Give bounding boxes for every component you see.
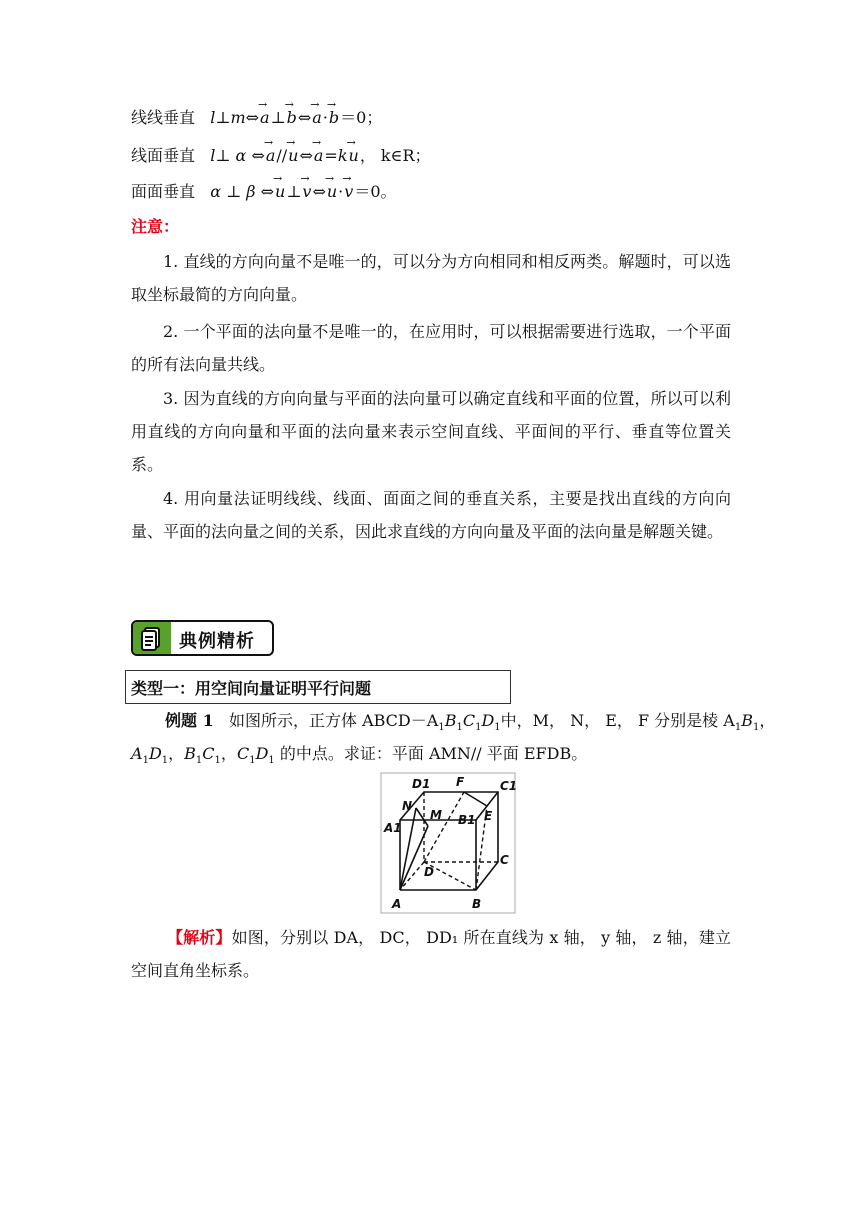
vector-b: → b (328, 106, 340, 130)
example-text-b: 中，M， N， E， F 分别是棱 A (500, 711, 735, 730)
rule-label: 线面垂直 (131, 146, 196, 165)
rule-line-line (131, 106, 382, 130)
note-item-2: 2. 一个平面的法向量不是唯一的，在应用时，可以根据需要进行选取，一个平面的所有法向量共线。 (131, 322, 731, 374)
figure-label: N (402, 799, 413, 813)
figure-label: E (484, 809, 493, 823)
iff-symbol: ⇔ (297, 108, 312, 127)
type-heading: 类型一：用空间向量证明平行问题 (131, 679, 372, 698)
iff-symbol: ⇔ (312, 182, 326, 201)
figure-label: B (472, 897, 482, 911)
parallel-symbol: // (276, 146, 288, 165)
vector-a: → a (311, 106, 323, 130)
solution-text: 如图，分别以 DA， DC， DD₁ 所在直线为 x 轴， y 轴， z 轴，建立空间直角坐标系。 (131, 928, 731, 980)
figure-label: C (500, 853, 509, 867)
example-text-a: 如图所示，正方体 ABCD－A (228, 711, 439, 730)
document-icon (133, 622, 171, 654)
perp-symbol: ⊥ (286, 182, 302, 201)
note-title: 注意： (131, 217, 180, 236)
rule-line-plane (131, 144, 431, 168)
figure-label: A (392, 897, 402, 911)
perp-symbol: ⊥ (270, 108, 286, 127)
vector-b: → b (286, 106, 298, 130)
section-title: 典例精析 (179, 631, 255, 652)
vector-u: → u (287, 144, 299, 168)
figure-label: A1 (384, 821, 402, 835)
example-line-1: 例题 1 如图所示，正方体 $ABCD-A_1B_1C_1D_1$中，M， N， E， F 分别是棱 $A_1B_1$， (165, 711, 776, 734)
figure-label: D (424, 865, 434, 879)
dot-symbol: · (322, 108, 328, 127)
rule-tail: ＝0； (340, 108, 383, 127)
vector-v: → v (301, 180, 312, 204)
rule-formula: α ⊥ β ⇔ (210, 182, 275, 201)
figure-label: D1 (412, 777, 431, 791)
note-item-4: 4. 用向量法证明线线、线面、面面之间的垂直关系，主要是找出直线的方向向量、平面的法向量之间的关系，因此求直线的方向向量及平面的法向量是解题关键。 (131, 489, 731, 541)
rule-plane-plane (131, 180, 397, 204)
note-item-3: 3. 因为直线的方向向量与平面的法向量可以确定直线和平面的位置，所以可以利用直线的方向向量和平面的法向量来表示空间直线、平面间的平行、垂直等位置关系。 (131, 389, 731, 474)
rule-tail: ＝0。 (354, 182, 397, 201)
rule-formula: l⊥ α ⇔ (210, 146, 265, 165)
example-text-c: 的中点。求证：平面 AMN// 平面 EFDB。 (279, 744, 588, 763)
vector-a: → a (313, 144, 325, 168)
vector-a: → a (259, 106, 271, 130)
type-heading-box (125, 670, 511, 704)
vector-u: → u (348, 144, 360, 168)
figure-label: C1 (500, 779, 516, 793)
cube-figure (380, 772, 516, 914)
rule-label: 线线垂直 (131, 108, 196, 127)
iff-symbol: ⇔ (299, 146, 313, 165)
equals-k: =k (324, 146, 348, 165)
rule-tail: ， k∈R； (359, 146, 431, 165)
figure-label: F (456, 775, 465, 789)
vector-u: → u (326, 180, 338, 204)
rule-label: 面面垂直 (131, 182, 196, 201)
figure-label: B1 (458, 813, 476, 827)
solution-tag: 【解析】 (167, 928, 232, 947)
dot-symbol: · (338, 182, 344, 201)
example-label: 例题 1 (165, 711, 214, 730)
vector-v: → v (343, 180, 354, 204)
figure-label: M (430, 808, 442, 822)
section-banner (131, 620, 274, 656)
rule-formula: l⊥m⇔ (210, 108, 260, 127)
note-item-1: 1. 直线的方向向量不是唯一的，可以分为方向相同和相反两类。解题时，可以选取坐标最简的方向向量。 (131, 252, 731, 304)
solution-paragraph (131, 921, 731, 987)
vector-u: → u (274, 180, 286, 204)
example-line-2: $A_1D_1$，$B_1C_1$，$C_1D_1$ 的中点。求证：平面 AMN// 平面 EFDB。 (131, 744, 588, 767)
vector-a: → a (265, 144, 277, 168)
